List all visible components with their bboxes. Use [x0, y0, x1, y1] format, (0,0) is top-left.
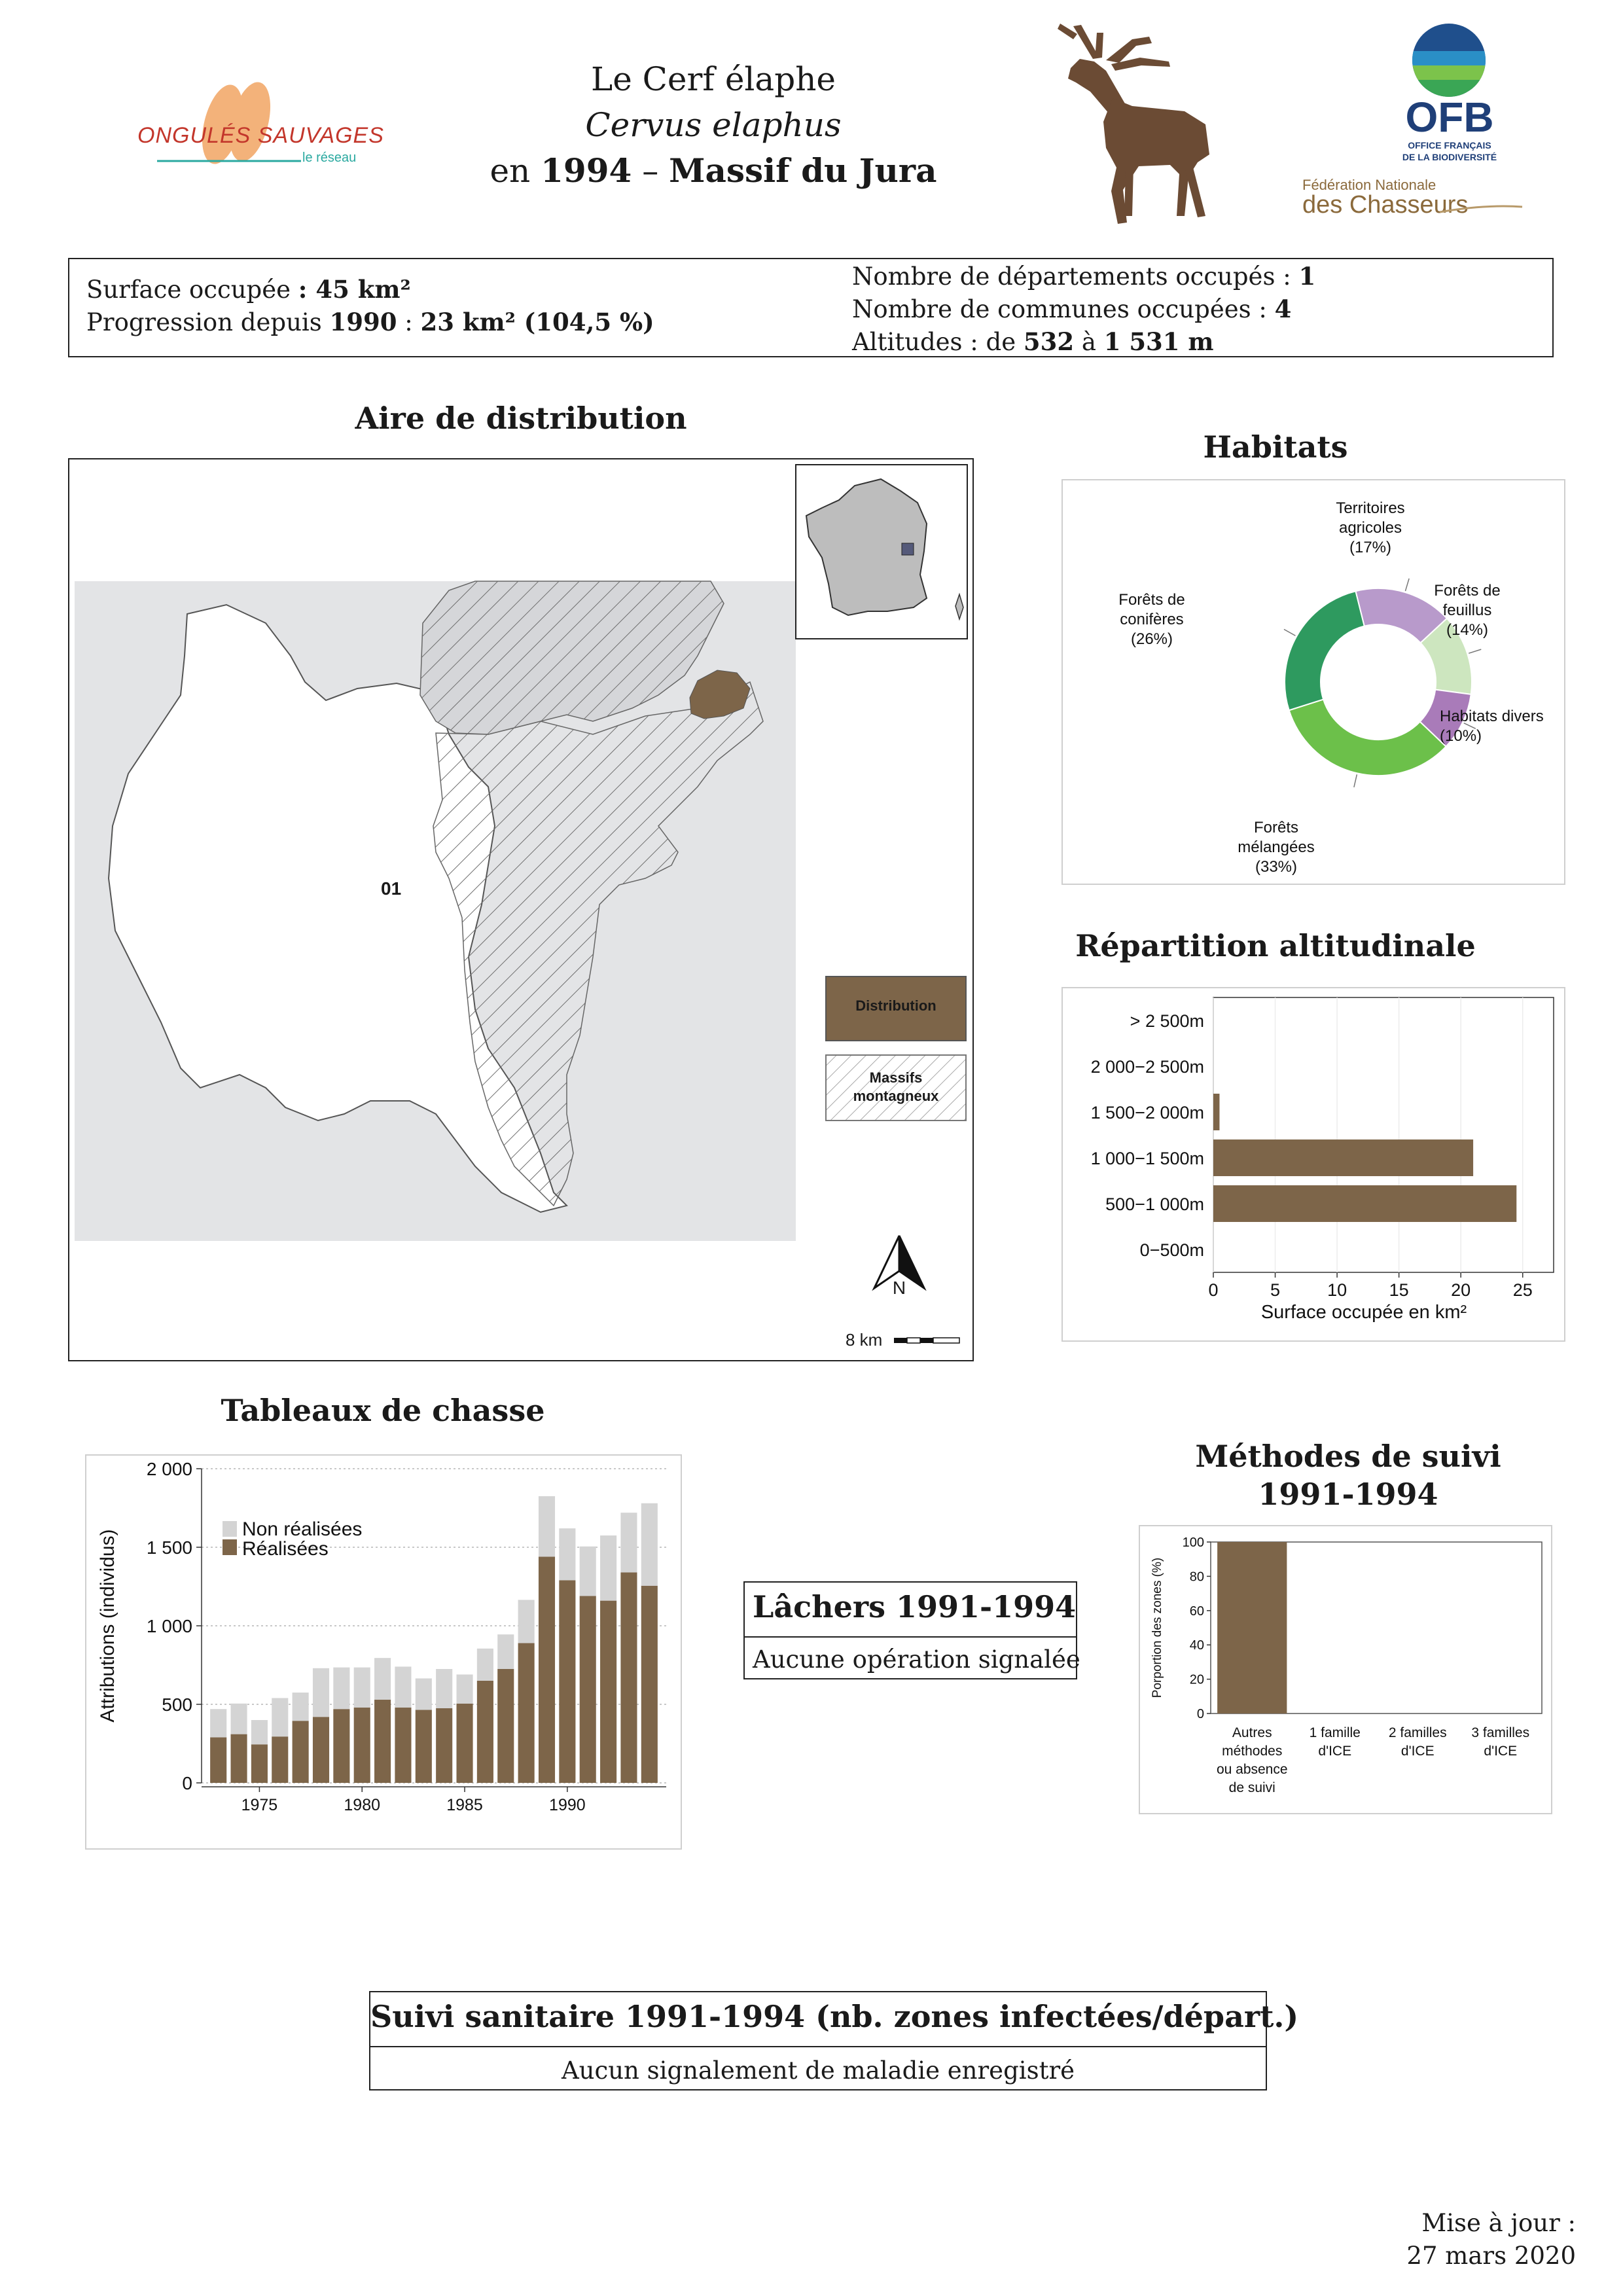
title-line-3: en 1994 – Massif du Jura	[490, 151, 937, 190]
chasse-bar-realisees	[210, 1737, 226, 1783]
chasse-bar-realisees	[354, 1708, 370, 1783]
altitude-category-label: > 2 500m	[1130, 1011, 1204, 1031]
chasse-bar-realisees	[580, 1596, 596, 1783]
habitat-leader-line	[1405, 579, 1409, 591]
methodes-category-label: ou absence	[1216, 1762, 1288, 1777]
altitude-bar	[1213, 1094, 1219, 1130]
chasse-y-tick-label: 1 000	[146, 1616, 192, 1636]
title-line-2: Cervus elaphus	[585, 106, 842, 144]
methodes-title-1: Méthodes de suivi	[1195, 1439, 1501, 1474]
lachers-box	[743, 1581, 1080, 1679]
chasse-bar-non-realisees	[497, 1634, 514, 1669]
habitat-label: mélangées	[1238, 838, 1315, 856]
footer-line-2: 27 mars 2020	[1406, 2242, 1576, 2270]
logo-left-text: ONGULÉS SAUVAGES	[137, 123, 384, 148]
chasse-bar-non-realisees	[518, 1600, 535, 1643]
chasse-bar-realisees	[539, 1556, 555, 1783]
altitude-category-label: 500−1 000m	[1105, 1194, 1204, 1214]
logo-fnc	[1302, 177, 1538, 229]
sanitaire-divider	[370, 2046, 1266, 2047]
habitat-label: (33%)	[1255, 858, 1298, 876]
chasse-bar-non-realisees	[354, 1668, 370, 1708]
chasse-bar-realisees	[518, 1643, 535, 1783]
methodes-category-label: d'ICE	[1484, 1744, 1518, 1759]
chasse-legend-swatch-non	[223, 1521, 237, 1537]
chasse-bar-non-realisees	[477, 1649, 493, 1681]
logo-ongules-sauvages	[131, 72, 384, 183]
chasse-bar-non-realisees	[416, 1678, 432, 1710]
lachers-divider	[745, 1636, 1076, 1638]
altitude-x-axis-label: Surface occupée en km²	[1260, 1302, 1467, 1323]
habitat-label: (26%)	[1130, 630, 1173, 648]
chasse-x-tick-label: 1985	[446, 1796, 483, 1814]
sanitaire-box	[369, 1991, 1299, 2090]
habitat-label: Forêts	[1253, 819, 1299, 836]
altitude-category-label: 2 000−2 500m	[1090, 1057, 1204, 1077]
chasse-bar-non-realisees	[293, 1693, 309, 1721]
habitat-label: feuillus	[1442, 601, 1492, 619]
chasse-bar-non-realisees	[231, 1704, 247, 1734]
logo-left-subtext: le réseau	[302, 151, 357, 165]
habitat-slice	[1285, 591, 1364, 710]
altitude-panel	[1061, 987, 1565, 1342]
chasse-bar-non-realisees	[580, 1547, 596, 1596]
chasse-stacked-bar-chart	[86, 1456, 681, 1848]
stat-altitudes: Altitudes : de 532 à 1 531 m	[852, 327, 1214, 356]
chasse-bar-non-realisees	[210, 1709, 226, 1737]
inset-highlight	[902, 543, 914, 555]
chasse-bar-non-realisees	[457, 1674, 473, 1703]
distribution-map	[68, 458, 974, 1361]
altitude-x-tick-label: 5	[1270, 1280, 1281, 1300]
ofb-logo-text: OFB	[1405, 94, 1494, 141]
chasse-panel	[85, 1454, 682, 1850]
chasse-y-axis-label: Attributions (individus)	[97, 1529, 118, 1723]
habitat-label: conifères	[1120, 611, 1184, 628]
altitude-x-tick-label: 25	[1512, 1280, 1533, 1300]
methodes-y-tick-label: 0	[1196, 1707, 1204, 1721]
chasse-bar-non-realisees	[539, 1496, 555, 1556]
fnc-logo-line2: des Chasseurs	[1302, 191, 1469, 219]
stat-surface: Surface occupée : 45 km²	[86, 275, 411, 304]
methodes-category-label: de suivi	[1228, 1780, 1275, 1795]
methodes-y-tick-label: 20	[1189, 1672, 1204, 1687]
habitat-label: (14%)	[1446, 621, 1489, 639]
lachers-title: Lâchers 1991-1994	[753, 1589, 1077, 1624]
chasse-bar-realisees	[231, 1734, 247, 1783]
chasse-bar-realisees	[457, 1704, 473, 1783]
chasse-x-tick-label: 1990	[549, 1796, 586, 1814]
altitude-x-tick-label: 10	[1327, 1280, 1347, 1300]
chasse-bar-non-realisees	[620, 1513, 637, 1572]
chasse-title: Tableaux de chasse	[221, 1393, 545, 1428]
methodes-category-label: méthodes	[1222, 1744, 1283, 1759]
chasse-bar-realisees	[559, 1580, 575, 1783]
stat-communes: Nombre de communes occupées : 4	[852, 295, 1292, 323]
methodes-category-label: 3 familles	[1471, 1725, 1530, 1740]
chasse-bar-realisees	[600, 1601, 616, 1783]
methodes-y-axis-label: Porportion des zones (%)	[1150, 1557, 1164, 1698]
methodes-y-tick-label: 80	[1189, 1570, 1204, 1585]
altitude-x-tick-label: 15	[1389, 1280, 1409, 1300]
chasse-y-tick-label: 2 000	[146, 1459, 192, 1479]
chasse-bar-realisees	[436, 1708, 452, 1783]
methodes-y-tick-label: 100	[1182, 1535, 1204, 1550]
title-line-1: Le Cerf élaphe	[590, 60, 836, 98]
chasse-legend-label-non: Non réalisées	[242, 1518, 363, 1540]
altitude-x-tick-label: 0	[1208, 1280, 1219, 1300]
habitat-slice	[1289, 700, 1446, 776]
methodes-bar-chart	[1140, 1526, 1551, 1813]
scale-label: 8 km	[846, 1330, 883, 1350]
chasse-bar-realisees	[293, 1721, 309, 1783]
altitude-category-label: 1 500−2 000m	[1090, 1103, 1204, 1122]
habitat-label: Territoires	[1336, 499, 1405, 517]
methodes-category-label: 2 familles	[1388, 1725, 1447, 1740]
chasse-x-tick-label: 1980	[344, 1796, 381, 1814]
sanitaire-text: Aucun signalement de maladie enregistré	[561, 2056, 1075, 2085]
fnc-swoosh-icon	[1302, 203, 1525, 213]
footer-update	[1406, 2207, 1576, 2272]
habitat-leader-line	[1469, 649, 1481, 653]
habitat-leader-line	[1354, 774, 1357, 787]
stat-departements: Nombre de départements occupés : 1	[852, 262, 1316, 291]
altitude-plot-area	[1213, 997, 1554, 1272]
fnc-logo-line1: Fédération Nationale	[1302, 177, 1436, 193]
habitat-label: (17%)	[1349, 539, 1392, 556]
habitat-label: Forêts de	[1434, 582, 1501, 600]
lachers-text: Aucune opération signalée	[753, 1645, 1080, 1674]
scale-bar-icon	[894, 1338, 959, 1343]
chasse-bar-realisees	[374, 1700, 391, 1783]
page-title	[366, 56, 1060, 194]
distribution-title: Aire de distribution	[355, 401, 687, 436]
habitat-label: (10%)	[1440, 727, 1482, 745]
distribution-map-canvas	[69, 459, 972, 1360]
habitat-label: Forêts de	[1118, 591, 1185, 609]
logo-ofb	[1381, 20, 1512, 170]
methodes-panel	[1139, 1525, 1552, 1814]
chasse-bar-realisees	[416, 1710, 432, 1783]
altitude-x-tick-label: 20	[1451, 1280, 1471, 1300]
chasse-y-tick-label: 0	[182, 1773, 192, 1793]
altitude-bar	[1213, 1139, 1473, 1176]
ofb-logo-icon	[1381, 20, 1512, 98]
chasse-bar-non-realisees	[313, 1668, 329, 1717]
chasse-bar-non-realisees	[374, 1658, 391, 1700]
chasse-bar-realisees	[641, 1586, 658, 1783]
chasse-bar-realisees	[395, 1708, 411, 1783]
altitude-title: Répartition altitudinale	[1075, 928, 1476, 963]
methodes-y-tick-label: 60	[1189, 1604, 1204, 1619]
ofb-logo-sub1: OFFICE FRANÇAIS	[1408, 140, 1491, 151]
habitats-title: Habitats	[1203, 429, 1348, 465]
methodes-category-label: 1 famille	[1309, 1725, 1361, 1740]
chasse-bar-realisees	[313, 1717, 329, 1783]
chasse-bar-realisees	[620, 1572, 637, 1783]
altitude-bar-chart	[1063, 988, 1564, 1340]
altitude-category-label: 0−500m	[1139, 1240, 1204, 1260]
altitude-bar	[1213, 1185, 1516, 1222]
deer-silhouette-icon	[1034, 20, 1230, 236]
chasse-bar-realisees	[497, 1669, 514, 1783]
footer-line-1: Mise à jour :	[1421, 2209, 1576, 2237]
chasse-y-tick-label: 1 500	[146, 1537, 192, 1558]
chasse-bar-non-realisees	[559, 1528, 575, 1580]
habitats-panel	[1061, 479, 1565, 885]
chasse-bar-non-realisees	[251, 1720, 268, 1744]
department-label: 01	[381, 878, 402, 899]
methodes-bar	[1217, 1542, 1287, 1713]
habitat-label: Habitats divers	[1440, 708, 1544, 725]
habitats-donut-chart	[1063, 480, 1564, 884]
chasse-bar-realisees	[272, 1736, 288, 1783]
chasse-legend-label-realisees: Réalisées	[242, 1538, 329, 1560]
ofb-logo-sub2: DE LA BIODIVERSITÉ	[1402, 152, 1497, 162]
legend-massifs-label-2: montagneux	[853, 1088, 939, 1104]
methodes-category-label: d'ICE	[1400, 1744, 1435, 1759]
chasse-bar-realisees	[333, 1709, 349, 1783]
stat-progression: Progression depuis 1990 : 23 km² (104,5 %)	[86, 308, 654, 336]
chasse-bar-non-realisees	[436, 1669, 452, 1708]
sanitaire-title: Suivi sanitaire 1991-1994 (nb. zones infectées/départ.)	[370, 1999, 1299, 2034]
methodes-category-label: d'ICE	[1318, 1744, 1352, 1759]
habitat-leader-line	[1284, 630, 1295, 636]
chasse-bar-non-realisees	[600, 1535, 616, 1601]
chasse-legend-swatch-realisees	[223, 1539, 237, 1555]
north-label: N	[892, 1278, 906, 1298]
altitude-category-label: 1 000−1 500m	[1090, 1149, 1204, 1168]
methodes-category-label: Autres	[1232, 1725, 1272, 1740]
chasse-bar-realisees	[251, 1744, 268, 1783]
stats-box	[68, 258, 1554, 357]
methodes-title-2: 1991-1994	[1258, 1477, 1438, 1512]
legend-distribution-label: Distribution	[855, 997, 936, 1014]
habitat-label: agricoles	[1338, 519, 1402, 537]
chasse-bar-non-realisees	[333, 1668, 349, 1710]
chasse-bar-non-realisees	[641, 1503, 658, 1586]
chasse-bar-non-realisees	[395, 1666, 411, 1707]
chasse-x-tick-label: 1975	[241, 1796, 278, 1814]
chasse-bar-non-realisees	[272, 1698, 288, 1736]
legend-massifs-label-1: Massifs	[869, 1069, 923, 1086]
chasse-bar-realisees	[477, 1681, 493, 1783]
chasse-y-tick-label: 500	[162, 1695, 192, 1715]
methodes-y-tick-label: 40	[1189, 1638, 1204, 1653]
